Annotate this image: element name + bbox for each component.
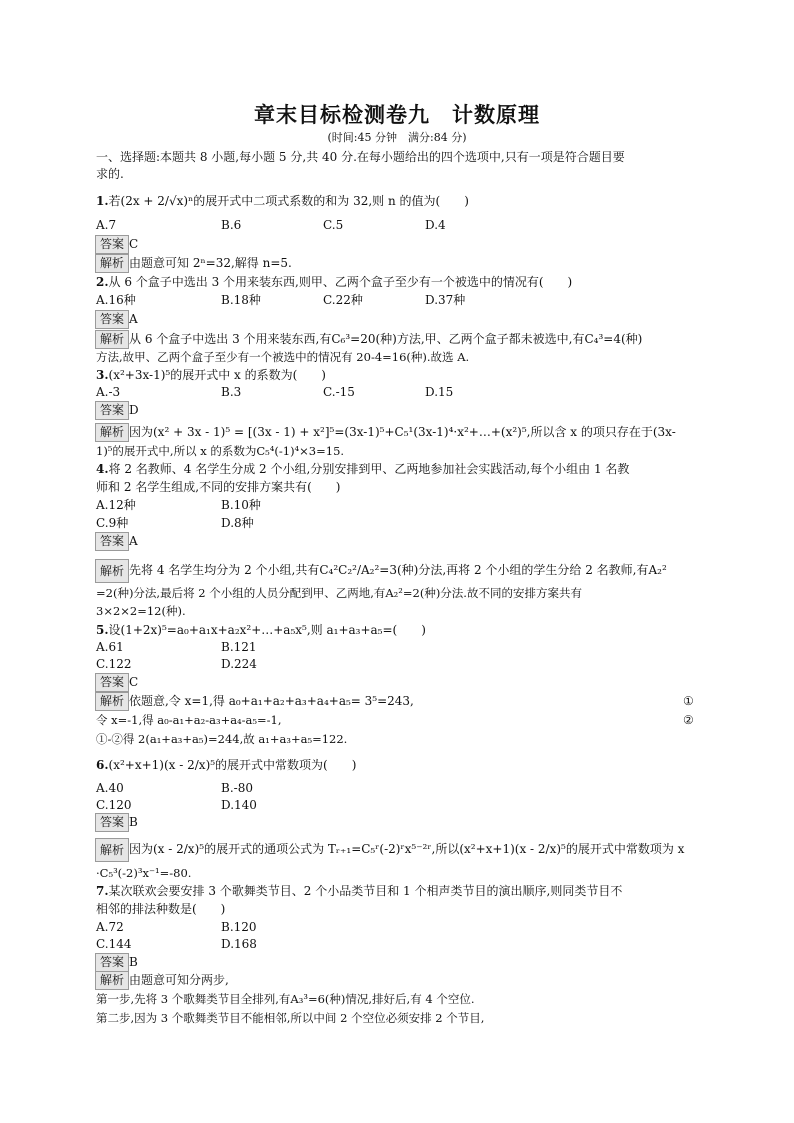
question-4-stem	[96, 460, 701, 478]
option-b: B.18种	[221, 293, 261, 307]
question-text: 从 6 个盒子中选出 3 个用来装东西,则甲、乙两个盒子至少有一个被选中的情况有( )	[108, 275, 573, 289]
option-b: B.121	[221, 640, 257, 654]
question-text: 若(2x + 2/√x)ⁿ的展开式中二项式系数的和为 32,则 n 的值为( )	[108, 194, 469, 208]
answer-value: C	[129, 675, 139, 689]
analysis-text-cont: 第二步,因为 3 个歌舞类节目不能相邻,所以中间 2 个空位必须安排 2 个节目,	[96, 1011, 485, 1025]
option-b: B.6	[221, 218, 242, 232]
question-4-stem-cont: 师和 2 名学生组成,不同的安排方案共有( )	[96, 480, 341, 494]
answer-tag: 答案	[95, 532, 129, 551]
option-a: A.16种	[96, 293, 136, 307]
option-a: A.72	[96, 920, 124, 934]
analysis-text-cont: =2(种)分法,最后将 2 个小组的人员分配到甲、乙两地,有A₂²=2(种)分法.故不同的安排方案共有	[96, 586, 582, 600]
option-b: B.3	[221, 385, 242, 399]
answer-tag: 答案	[95, 235, 129, 254]
option-a: A.7	[96, 218, 117, 232]
question-number: 4.	[96, 462, 109, 476]
option-b: B.120	[221, 920, 257, 934]
option-b: B.-80	[221, 781, 253, 795]
question-number: 5.	[96, 623, 109, 637]
analysis-tag: 解析	[95, 254, 129, 273]
option-c: C.122	[96, 657, 132, 671]
analysis-text-cont: ①-②得 2(a₁+a₃+a₅)=244,故 a₁+a₃+a₅=122.	[96, 732, 348, 746]
answer-tag: 答案	[95, 401, 129, 420]
answer-tag: 答案	[95, 310, 129, 329]
answer-value: A	[129, 534, 138, 548]
analysis-tag: 解析	[95, 838, 129, 862]
option-d: D.8种	[221, 516, 254, 530]
analysis-text: 由题意可知 2ⁿ=32,解得 n=5.	[129, 256, 292, 270]
option-c: C.144	[96, 937, 132, 951]
question-text: (x²+x+1)(x - 2/x)⁵的展开式中常数项为( )	[108, 758, 357, 772]
answer-value: B	[129, 815, 138, 829]
answer-tag: 答案	[95, 813, 129, 832]
analysis-text-cont: 令 x=-1,得 a₀-a₁+a₂-a₃+a₄-a₅=-1,	[96, 713, 282, 727]
option-d: D.15	[425, 385, 454, 399]
question-5-stem	[96, 621, 701, 639]
option-d: D.224	[221, 657, 257, 671]
section-heading: 一、选择题:本题共 8 小题,每小题 5 分,共 40 分.在每小题给出的四个选项中,只有一项是符合题目要	[96, 150, 625, 164]
exam-info: (时间:45 分钟 满分:84 分)	[327, 131, 467, 144]
option-c: C.120	[96, 798, 132, 812]
equation-mark-1: ①	[683, 694, 694, 708]
analysis-text-cont: 3×2×2=12(种).	[96, 604, 186, 618]
analysis-text-cont: ·C₅³(-2)³x⁻¹=-80.	[96, 866, 192, 880]
page-title: 章末目标检测卷九 计数原理	[254, 103, 540, 127]
analysis-text: 因为(x² + 3x - 1)⁵ = [(3x - 1) + x²]⁵=(3x-1)⁵+C₅¹(3x-1)⁴·x²+…+(x²)⁵,所以含 x 的项只存在于(3x-	[129, 425, 676, 439]
question-number: 6.	[96, 758, 109, 772]
option-b: B.10种	[221, 498, 261, 512]
analysis-text: 依题意,令 x=1,得 a₀+a₁+a₂+a₃+a₄+a₅= 3⁵=243,	[129, 694, 414, 708]
question-text: 某次联欢会要安排 3 个歌舞类节目、2 个小品类节目和 1 个相声类节目的演出顺序,则同类节目不	[108, 884, 623, 898]
answer-value: C	[129, 237, 139, 251]
question-1-stem	[96, 192, 701, 210]
analysis-tag: 解析	[95, 559, 129, 583]
answer-value: A	[129, 312, 138, 326]
analysis-text-cont: 方法,故甲、乙两个盒子至少有一个被选中的情况有 20-4=16(种).故选 A.	[96, 350, 470, 364]
analysis-text-cont: 1)⁵的展开式中,所以 x 的系数为C₅⁴(-1)⁴×3=15.	[96, 444, 345, 458]
question-3-stem	[96, 366, 701, 384]
question-2-stem	[96, 273, 701, 291]
option-c: C.9种	[96, 516, 129, 530]
answer-value: B	[129, 955, 138, 969]
answer-value: D	[129, 403, 139, 417]
answer-tag: 答案	[95, 673, 129, 692]
option-d: D.140	[221, 798, 257, 812]
analysis-text-cont: 第一步,先将 3 个歌舞类节目全排列,有A₃³=6(种)情况,排好后,有 4 个空位.	[96, 992, 475, 1006]
question-text: 设(1+2x)⁵=a₀+a₁x+a₂x²+…+a₅x⁵,则 a₁+a₃+a₅=( )	[108, 623, 426, 637]
question-text: (x²+3x-1)⁵的展开式中 x 的系数为( )	[108, 368, 326, 382]
question-number: 3.	[96, 368, 109, 382]
question-7-stem	[96, 882, 701, 900]
option-d: D.168	[221, 937, 257, 951]
analysis-tag: 解析	[95, 692, 129, 711]
option-a: A.61	[96, 640, 124, 654]
question-7-stem-cont: 相邻的排法种数是( )	[96, 902, 226, 916]
analysis-text: 由题意可知分两步,	[129, 973, 229, 987]
question-6-stem	[96, 756, 701, 774]
question-number: 7.	[96, 884, 109, 898]
option-d: D.4	[425, 218, 446, 232]
equation-mark-2: ②	[683, 713, 694, 727]
option-c: C.-15	[323, 385, 355, 399]
option-d: D.37种	[425, 293, 466, 307]
analysis-text: 从 6 个盒子中选出 3 个用来装东西,有C₆³=20(种)方法,甲、乙两个盒子都未被选中,有C₄³=4(种)	[129, 332, 643, 346]
analysis-tag: 解析	[95, 330, 129, 349]
question-number: 2.	[96, 275, 109, 289]
question-number: 1.	[96, 194, 109, 208]
option-a: A.12种	[96, 498, 136, 512]
section-heading-cont: 求的.	[96, 167, 124, 181]
option-a: A.40	[96, 781, 124, 795]
analysis-tag: 解析	[95, 971, 129, 990]
option-c: C.5	[323, 218, 344, 232]
analysis-text: 先将 4 名学生均分为 2 个小组,共有C₄²C₂²/A₂²=3(种)分法,再将 2 个小组的学生分给 2 名教师,有A₂²	[129, 563, 667, 577]
analysis-tag: 解析	[95, 423, 129, 442]
option-a: A.-3	[96, 385, 121, 399]
analysis-text: 因为(x - 2/x)⁵的展开式的通项公式为 Tᵣ₊₁=C₅ʳ(-2)ʳx⁵⁻²ʳ,所以(x²+x+1)(x - 2/x)⁵的展开式中常数项为 x	[129, 842, 685, 856]
question-text: 将 2 名教师、4 名学生分成 2 个小组,分别安排到甲、乙两地参加社会实践活动,每个小组由 1 名教	[108, 462, 630, 476]
option-c: C.22种	[323, 293, 363, 307]
answer-tag: 答案	[95, 953, 129, 972]
